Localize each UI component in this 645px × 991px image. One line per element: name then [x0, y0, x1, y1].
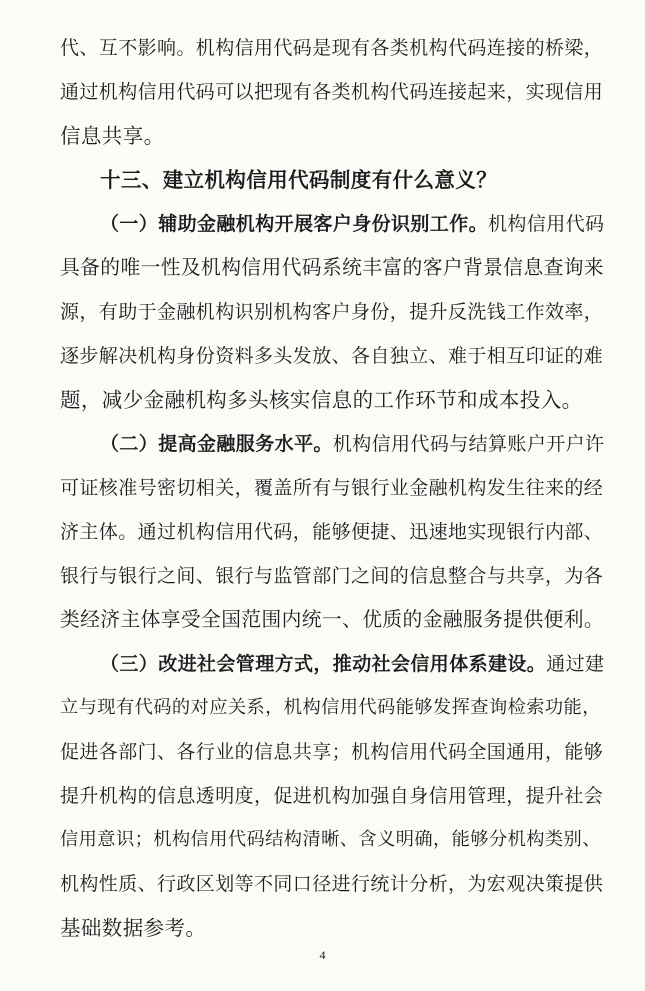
body-text-line: 信息共享。 [60, 124, 165, 148]
body-text-line: 银行与银行之间、银行与监管部门之间的信息整合与共享，为各 [60, 565, 604, 587]
item-2-title: （二）提高金融服务水平。 [100, 433, 333, 455]
item-1-title: （一）辅助金融机构开展客户身份识别工作。 [100, 213, 489, 235]
body-text-line: 促进各部门、各行业的信息共享；机构信用代码全国通用，能够 [60, 741, 604, 763]
body-text-line: 具备的唯一性及机构信用代码系统丰富的客户背景信息查询来 [60, 256, 605, 279]
body-text-line: 信用意识；机构信用代码结构清晰、含义明确，能够分机构类别、 [60, 829, 601, 850]
body-text-line: 立与现有代码的对应关系，机构信用代码能够发挥查询检索功能， [60, 697, 601, 718]
body-text-line: 济主体。通过机构信用代码，能够便捷、迅速地实现银行内部、 [60, 521, 604, 543]
item-1-first-line [100, 210, 605, 238]
body-text-line: 通过机构信用代码可以把现有各类机构代码连接起来，实现信用 [60, 81, 604, 103]
body-text-line: 基础数据参考。 [60, 916, 207, 940]
body-text-line: 类经济主体享受全国范围内统一、优质的金融服务提供便利。 [60, 608, 605, 631]
page-number: 4 [319, 948, 326, 962]
body-text-line: 机构性质、行政区划等不同口径进行统计分析，为宏观决策提供 [60, 873, 604, 895]
body-text-line: 题，减少金融机构多头核实信息的工作环节和成本投入。 [60, 388, 583, 412]
item-1-text: 机构信用代码 [488, 213, 605, 235]
item-3-text: 通过建 [546, 653, 605, 675]
item-2-text: 机构信用代码与结算账户开户许 [332, 433, 605, 455]
body-text-line: 代、互不影响。机构信用代码是现有各类机构代码连接的桥梁， [60, 37, 604, 59]
item-2-first-line [100, 430, 605, 458]
body-text-line: 源，有助于金融机构识别机构客户身份，提升反洗钱工作效率， [60, 301, 604, 323]
item-3-title: （三）改进社会管理方式，推动社会信用体系建设。 [100, 653, 547, 675]
body-text-line: 提升机构的信息透明度，促进机构加强自身信用管理，提升社会 [60, 785, 604, 807]
body-text-line: 逐步解决机构身份资料多头发放、各自独立、难于相互印证的难 [60, 345, 604, 367]
item-3-first-line [100, 650, 605, 678]
body-text-line: 可证核准号密切相关，覆盖所有与银行业金融机构发生往来的经 [60, 477, 604, 499]
section-heading: 十三、建立机构信用代码制度有什么意义？ [100, 168, 498, 192]
